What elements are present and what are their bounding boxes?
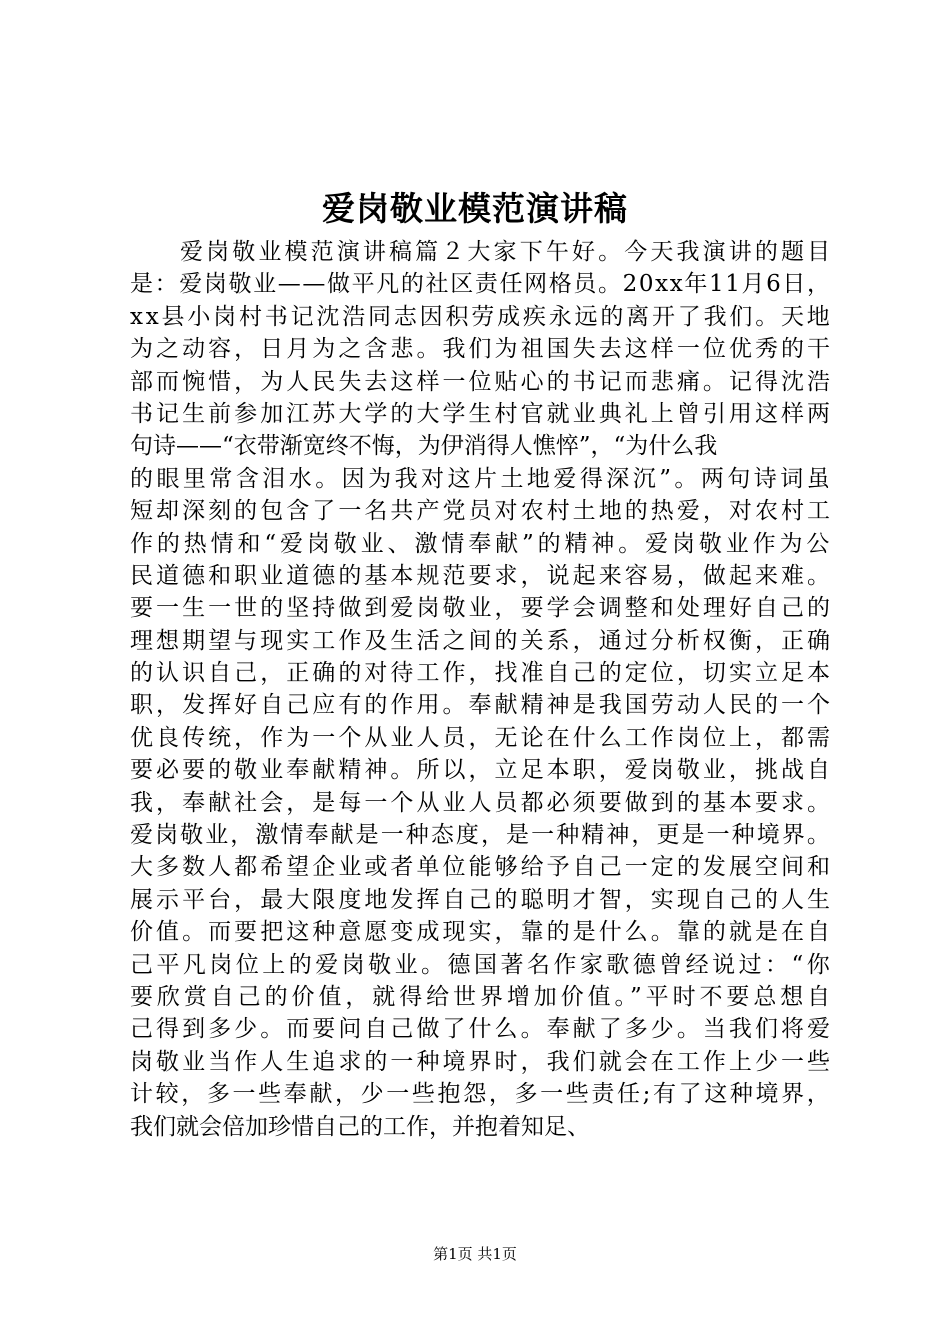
body-line: 的认识自己，正确的对待工作，找准自己的定位，切实立足本 <box>130 660 834 687</box>
document-body <box>130 236 835 1143</box>
body-line: 要必要的敬业奉献精神。所以，立足本职，爱岗敬业，挑战自 <box>130 757 834 784</box>
body-line: 部而惋惜，为人民失去这样一位贴心的书记而悲痛。记得沈浩 <box>130 368 834 395</box>
page-footer: 第1页 共1页 <box>433 1245 517 1263</box>
body-line: 优良传统，作为一个从业人员，无论在什么工作岗位上，都需 <box>130 724 834 751</box>
body-line: 价值。而要把这种意愿变成现实，靠的是什么。靠的就是在自 <box>130 919 834 946</box>
body-line: 要一生一世的坚持做到爱岗敬业，要学会调整和处理好自己的 <box>130 595 834 622</box>
body-line: 爱岗敬业，激情奉献是一种态度，是一种精神，更是一种境界。 <box>130 822 832 849</box>
body-line: 书记生前参加江苏大学的大学生村官就业典礼上曾引用这样两 <box>130 400 834 427</box>
body-line: 己平凡岗位上的爱岗敬业。德国著名作家歌德曾经说过：“你 <box>130 951 834 978</box>
body-line: 我们就会倍加珍惜自己的工作，并抱着知足、 <box>130 1113 590 1140</box>
body-line: 句诗——“衣带渐宽终不悔，为伊消得人憔悴”，“为什么我 <box>130 433 718 460</box>
body-line: 计较，多一些奉献，少一些抱怨，多一些责任;有了这种境界， <box>130 1081 833 1108</box>
body-line: 职，发挥好自己应有的作用。奉献精神是我国劳动人民的一个 <box>130 692 834 719</box>
body-line: 己得到多少。而要问自己做了什么。奉献了多少。当我们将爱 <box>130 1016 834 1043</box>
body-line: 的眼里常含泪水。因为我对这片土地爱得深沉”。两句诗词虽 <box>130 465 834 492</box>
body-line: 要欣赏自己的价值，就得给世界增加价值。”平时不要总想自 <box>130 983 835 1010</box>
body-line: 为之动容，日月为之含悲。我们为祖国失去这样一位优秀的干 <box>130 336 834 363</box>
body-line: 岗敬业当作人生追求的一种境界时，我们就会在工作上少一些 <box>130 1048 834 1075</box>
body-line: 作的热情和“爱岗敬业、激情奉献”的精神。爱岗敬业作为公 <box>130 530 834 557</box>
body-line: xx县小岗村书记沈浩同志因积劳成疾永远的离开了我们。天地 <box>130 303 833 330</box>
body-line: 我，奉献社会，是每一个从业人员都必须要做到的基本要求。 <box>130 789 834 816</box>
body-line: 大多数人都希望企业或者单位能够给予自己一定的发展空间和 <box>130 854 834 881</box>
body-line: 是：爱岗敬业——做平凡的社区责任网格员。20xx年11月6日， <box>130 271 832 298</box>
body-line: 短却深刻的包含了一名共产党员对农村土地的热爱，对农村工 <box>130 498 834 525</box>
document-title: 爱岗敬业模范演讲稿 <box>322 189 628 228</box>
body-line: 展示平台，最大限度地发挥自己的聪明才智，实现自己的人生 <box>130 886 834 913</box>
body-line: 理想期望与现实工作及生活之间的关系，通过分析权衡，正确 <box>130 627 834 654</box>
body-line: 爱岗敬业模范演讲稿篇２大家下午好。今天我演讲的题目 <box>180 239 834 265</box>
body-line: 民道德和职业道德的基本规范要求，说起来容易，做起来难。 <box>130 562 834 589</box>
